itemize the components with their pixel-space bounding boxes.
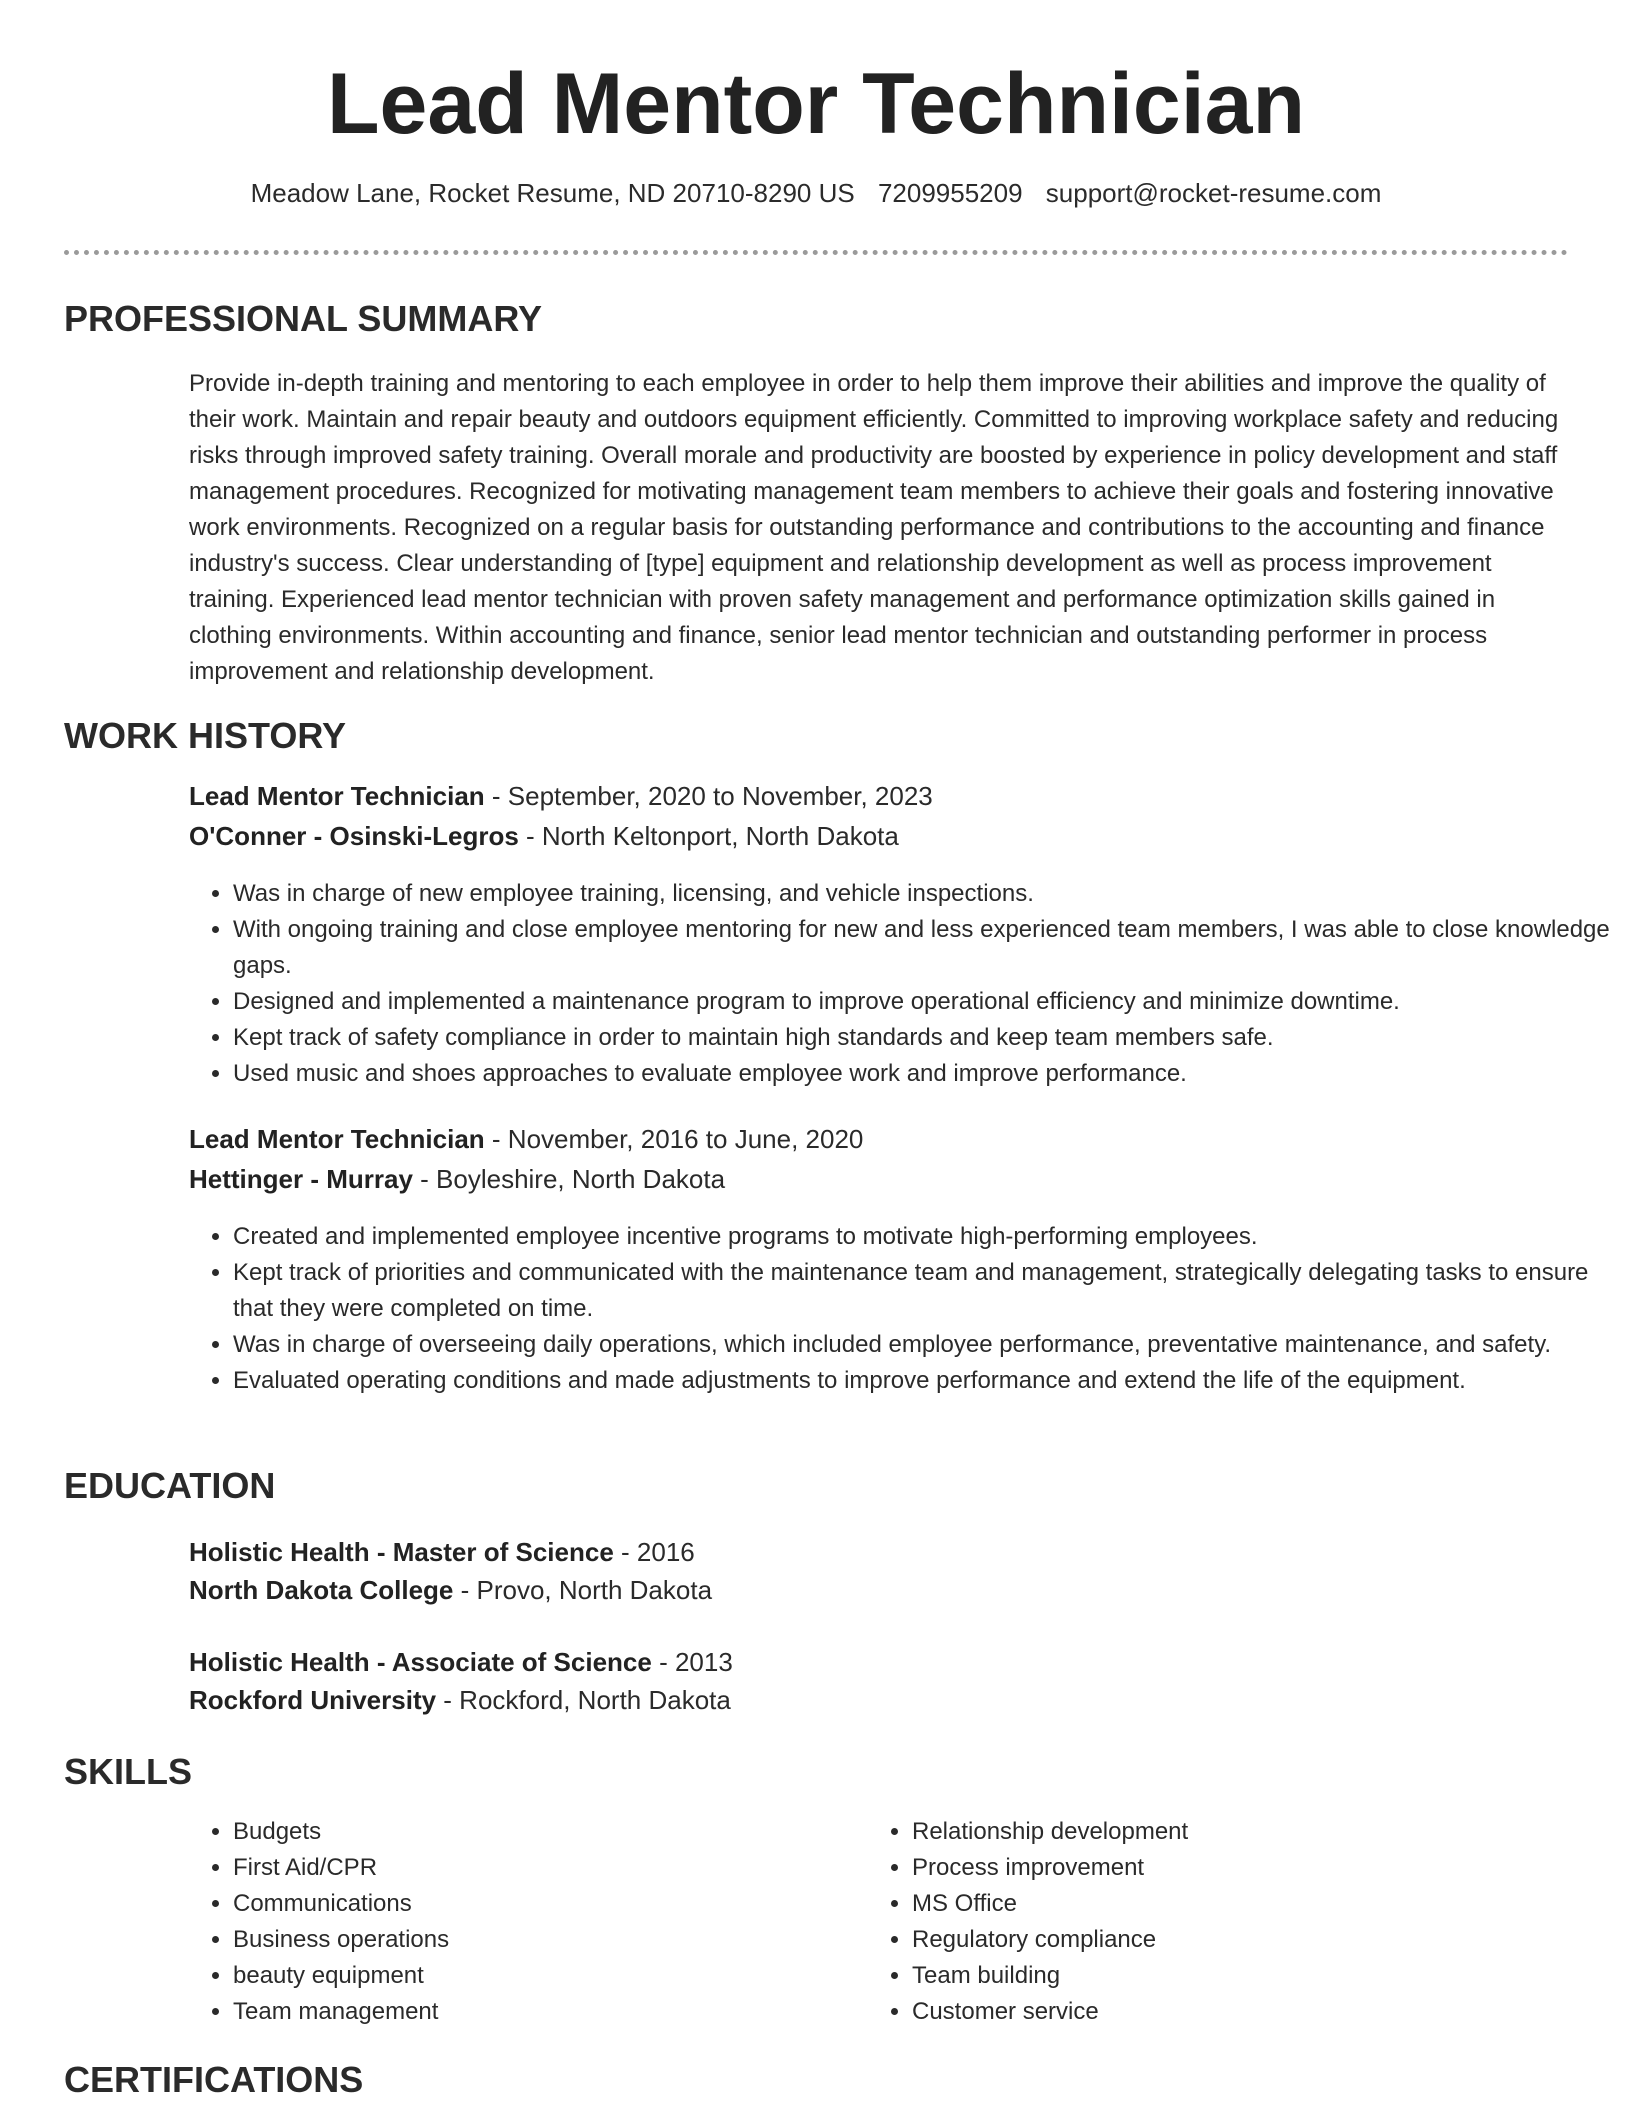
skill-item: • Team building: [912, 1958, 1512, 1994]
job-2-title-line: [189, 1121, 863, 1157]
education-1-location: - Provo, North Dakota: [453, 1575, 713, 1605]
job-2-company-line: [189, 1161, 725, 1197]
skills-heading: SKILLS: [64, 1751, 193, 1792]
job-2-dates: - November, 2016 to June, 2020: [484, 1124, 864, 1154]
education-2-degree-line: [189, 1644, 733, 1680]
skill-item: • Customer service: [912, 1994, 1512, 2030]
summary-text: Provide in-depth training and mentoring to each employee in order to help them improve their abilities and improve the quality of their work. Maintain and repair beauty and outdoors equipment efficiently. Committed to improving workplace safety and reducing risks through improved safety training. Overall morale and productivity are boosted by experience in policy development and staff management procedures. Recognized for motivating management team members to achieve their goals and fostering innovative work environments. Recognized on a regular basis for outstanding performance and contributions to the accounting and finance industry's success. Clear understanding of [type] equipment and relationship development as well as process improvement training. Experienced lead mentor technician with proven safety management and performance optimization skills gained in clothing environments. Within accounting and finance, senior lead mentor technician and outstanding performer in process improvement and relationship development.: [189, 370, 1559, 685]
skill-item: • Team management: [233, 1994, 833, 2030]
job-2-company: Hettinger - Murray: [189, 1164, 413, 1194]
resume-name: Lead Mentor Technician: [327, 56, 1305, 152]
skill-item: • Regulatory compliance: [912, 1922, 1512, 1958]
job-2-title: Lead Mentor Technician: [189, 1124, 485, 1154]
skill-item: • MS Office: [912, 1886, 1512, 1922]
job-1-location: - North Keltonport, North Dakota: [518, 821, 899, 851]
job-1-company-line: [189, 818, 899, 854]
education-2-location: - Rockford, North Dakota: [436, 1685, 731, 1715]
skill-item: • Relationship development: [912, 1814, 1512, 1850]
work-history-heading: WORK HISTORY: [64, 715, 347, 756]
skill-item: • Process improvement: [912, 1850, 1512, 1886]
list-item: • Kept track of priorities and communicated with the maintenance team and management, strategically delegating tasks to ensure that they were completed on time.: [233, 1255, 1613, 1327]
education-2-school-line: [189, 1682, 731, 1718]
education-2-year: - 2013: [651, 1647, 733, 1677]
education-1-year: - 2016: [613, 1537, 695, 1567]
list-item: • With ongoing training and close employee mentoring for new and less experienced team members, I was able to close knowledge gaps.: [233, 912, 1613, 984]
skill-item: • Budgets: [233, 1814, 833, 1850]
list-item: • Was in charge of new employee training, licensing, and vehicle inspections.: [233, 876, 1613, 912]
skill-item: • Communications: [233, 1886, 833, 1922]
job-1-company: O'Conner - Osinski-Legros: [189, 821, 519, 851]
job-1-title-line: [189, 778, 933, 814]
job-1-dates: - September, 2020 to November, 2023: [484, 781, 933, 811]
summary-heading: PROFESSIONAL SUMMARY: [64, 298, 543, 339]
job-1-bullets: [189, 876, 1613, 1092]
education-1-degree: Holistic Health - Master of Science: [189, 1537, 614, 1567]
list-item: • Evaluated operating conditions and made adjustments to improve performance and extend the life of the equipment.: [233, 1363, 1613, 1399]
certifications-heading: CERTIFICATIONS: [64, 2059, 364, 2100]
education-heading: EDUCATION: [64, 1465, 276, 1506]
education-2-degree: Holistic Health - Associate of Science: [189, 1647, 652, 1677]
contact-address: Meadow Lane, Rocket Resume, ND 20710-8290 US: [250, 178, 855, 208]
contact-line: [0, 176, 1632, 210]
contact-phone: 7209955209: [877, 178, 1023, 208]
list-item: • Used music and shoes approaches to evaluate employee work and improve performance.: [233, 1056, 1613, 1092]
skills-list-right: [868, 1814, 1512, 2030]
job-2-location: - Boyleshire, North Dakota: [412, 1164, 726, 1194]
skills-list-left: [189, 1814, 833, 2030]
skill-item: • First Aid/CPR: [233, 1850, 833, 1886]
header-divider: [64, 250, 1568, 255]
education-1-school: North Dakota College: [189, 1575, 454, 1605]
list-item: • Designed and implemented a maintenance program to improve operational efficiency and minimize downtime.: [233, 984, 1613, 1020]
list-item: • Created and implemented employee incentive programs to motivate high-performing employees.: [233, 1219, 1613, 1255]
job-1-title: Lead Mentor Technician: [189, 781, 485, 811]
skill-item: • beauty equipment: [233, 1958, 833, 1994]
skill-item: • Business operations: [233, 1922, 833, 1958]
job-2-bullets: [189, 1219, 1613, 1399]
education-1-school-line: [189, 1572, 712, 1608]
education-2-school: Rockford University: [189, 1685, 437, 1715]
contact-email: support@rocket-resume.com: [1045, 178, 1382, 208]
education-1-degree-line: [189, 1534, 695, 1570]
list-item: • Kept track of safety compliance in order to maintain high standards and keep team members safe.: [233, 1020, 1613, 1056]
list-item: • Was in charge of overseeing daily operations, which included employee performance, preventative maintenance, and safety.: [233, 1327, 1613, 1363]
